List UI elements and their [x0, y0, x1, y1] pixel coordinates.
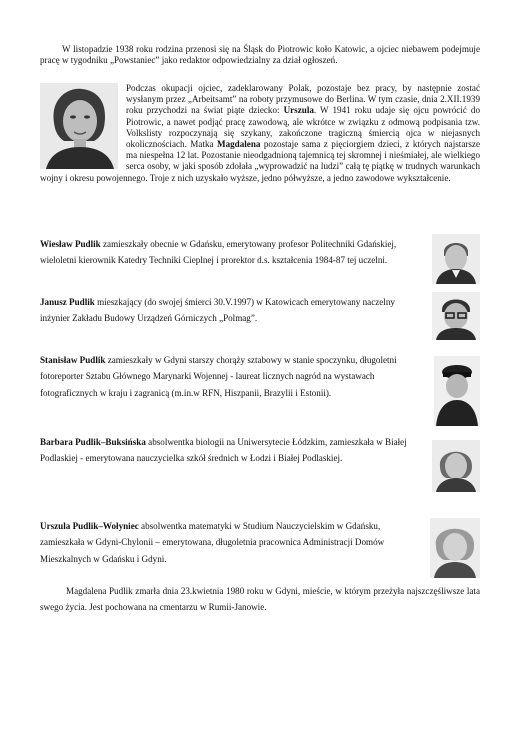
- entry-name: Barbara Pudlik–Buksińska: [40, 437, 146, 447]
- entry-text: mieszkający (do swojej śmierci 30.V.1997) w Katowicach emerytowany naczelny inżynier Zakładu Budowy Urządzeń Górniczych „Polmag”.: [40, 297, 395, 324]
- entry-barbara: [40, 434, 480, 518]
- entry-name: Wiesław Pudlik: [40, 239, 101, 249]
- entry-janusz: [40, 294, 480, 352]
- entry-text: absolwentka matematyki w Studium Nauczycielskim w Gdańsku, zamieszkała w Gdyni-Chylonii – emerytowana, długoletnia pracownica Administracji Domów Mieszkalnych w Gdańsku i Gdyni.: [40, 521, 385, 564]
- entry-name: Janusz Pudlik: [40, 297, 95, 307]
- family-list: [40, 236, 480, 588]
- entry-wieslaw: [40, 236, 480, 294]
- entry-stanislaw: [40, 352, 480, 434]
- photo-janusz: [432, 292, 480, 340]
- main-text-part1: Podczas okupacji ojciec, zadeklarowany Polak, pozostaje bez pracy, by następnie zostać wysłanym przez „Arbeitsamt” na roboty przymusowe do Berlina. W tym czasie, dnia 2.XII.1939 roku przychodzi na świat piąte dziecko:: [126, 83, 480, 116]
- main-text-part3: pozostaje sama z pięciorgiem dzieci, z których najstarsze ma niespełna 12 lat. Pozostanie nieodgadnioną tajemnicą tej skromnej i nieśmiałej, ale wielkiego serca osoby, w jaki sposób zdołała „wyprowadzić na ludzi” całą tę piątkę w trudnych warunkach wojny i okresu powojennego. Troje z nich uzyskało wyższe, jedno półwyższe, a jedno zawodowe wykształcenie.: [40, 139, 480, 183]
- intro-paragraph: W listopadzie 1938 roku rodzina przenosi się na Śląsk do Piotrowic koło Katowic, a ojciec niebawem podejmuje pracę w tygodniku „Powstaniec” jako redaktor odpowiedzialny za dział ogłoszeń.: [40, 44, 480, 66]
- entry-text: absolwentka biologii na Uniwersytecie Łódzkim, zamieszkała w Białej Podlaskiej - emerytowana nauczycielka szkół średnich w Łodzi i Białej Podlaskiej.: [40, 437, 407, 464]
- entry-text: zamieszkały obecnie w Gdańsku, emerytowany profesor Politechniki Gdańskiej, wieloletni kierownik Katedry Techniki Cieplnej i prorektor d.s. kształcenia 1984-87 tej uczelni.: [40, 239, 397, 266]
- photo-barbara: [432, 440, 480, 492]
- main-text-part2: . W 1941 roku udaje się ojcu powrócić do Piotrowic, a nawet podjąć pracę zawodową, ale wkrótce w związku z odmową podpisania tzw. Volkslisty rozpoczynają się szykany, zakończone tragiczną śmiercią ojca w niejasnych okolicznościach. Matka: [126, 105, 480, 150]
- entry-text: zamieszkały w Gdyni starszy chorąży sztabowy w stanie spoczynku, długoletni fotoreporter Sztabu Głównego Marynarki Wojennej - laureat licznych nagród na wystawach fotograficznych w kraju i zagranicą (m.in.w RFN, Hiszpanii, Brazylii i Estonii).: [40, 355, 397, 398]
- name-urszula: Urszula: [283, 105, 314, 116]
- name-magdalena: Magdalena: [216, 139, 261, 150]
- entry-name: Urszula Pudlik–Wołyniec: [40, 521, 139, 531]
- closing-paragraph: Magdalena Pudlik zmarła dnia 23.kwietnia 1980 roku w Gdyni, mieście, w którym przeżyła najszczęśliwsze lata swego życia. Jest pochowana na cmentarzu w Rumii-Janowie.: [40, 586, 480, 612]
- portrait-magdalena: [40, 83, 118, 169]
- photo-urszula: [430, 518, 480, 578]
- photo-stanislaw: [434, 356, 480, 426]
- main-paragraph: [40, 83, 480, 184]
- entry-urszula: [40, 518, 480, 588]
- photo-wieslaw: [432, 234, 480, 284]
- entry-name: Stanisław Pudlik: [40, 355, 106, 365]
